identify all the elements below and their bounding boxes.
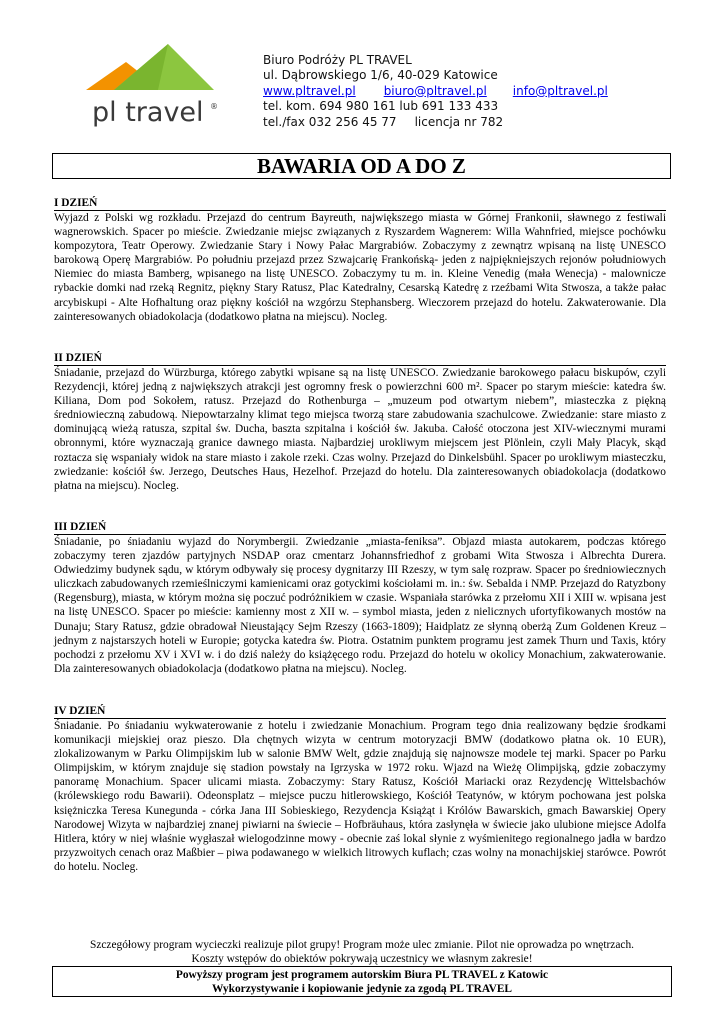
copyright-line-2: Wykorzystywanie i kopiowanie jedynie za zgodą PL TRAVEL [211,983,513,995]
day-title: I DZIEŃ [54,196,666,211]
phone-numbers: tel. kom. 694 980 161 lub 691 133 433 [263,99,499,114]
company-address: ul. Dąbrowskiego 1/6, 40-029 Katowice [263,68,498,83]
day-description: Wyjazd z Polski wg rozkładu. Przejazd do centrum Bayreuth, największego miasta w Górnej Frankonii, sławnego z festiwali wagnerowskich. Spacer po mieście. Zwiedzanie miejsc związanych z Ryszardem Wagnerem: Willa Wahnfried, miejsce pochówku kompozytora, Teatr Operowy. Zwiedzanie Stary i Nowy Pałac Margrabiów. Zobaczymy z zewnątrz wpisaną na listę UNESCO barokową Operę Margrabiów. Po południu przejazd przez Szwajcarię Frankońską- jeden z najpiękniejszych rejonów południowych Niemiec do miasta Bamberg, wpisanego na listę UNESCO. Zobaczymy tu m. in. Kleine Venedig (mała Wenecja) - malownicze rybackie domki nad rzeką Regnitz, piękny Stary Ratusz, Plac Katedralny, Cesarską Katedrę z rzeźbami Wita Stwosza, a także pałac arcybiskupi - Alte Hofhaltung oraz piękny kościół na wzgórzu Stephansberg. Wieczorem przejazd do hotelu. Zakwaterowanie. Dla zainteresowanych obiadokolacja (dodatkowo płatna na miejscu). Nocleg. [54,212,666,323]
contact-links [263,84,608,99]
day-section-2 [54,351,666,493]
day-description: Śniadanie, po śniadaniu wyjazd do Norymbergii. Zwiedzanie „miasta-feniksa”. Objazd miasta autokarem, podczas którego zobaczymy teren zjazdów partyjnych NSDAP oraz cmentarz Johannsfriedhof z grobami Wita Stwosza i Albrechta Durera. Odwiedzimy budynek sądu, w którym odbywały się procesy dygnitarzy III Rzeszy, w tym salę rozpraw. Spacer po średniowiecznych uliczkach zabudowanych rzemieślniczymi kamienicami oraz gotyckimi kościołami m. in.: św. Sebalda i NMP. Przejazd do Ratyzbony (Regensburg), miasta, w którym można się poczuć podróżnikiem w czasie. Wspaniała starówka z przełomu XII i XIII w. wpisana jest na listę UNESCO. Spacer po mieście: kamienny most z XII w. – symbol miasta, jeden z nielicznych ufortyfikowanych mostów na Dunaju; Stary Ratusz, gdzie obradował Nieustający Sejm Rzeszy (1663-1809); Haidplatz ze słynną oberżą Zum Goldenen Kreuz – jednym z najstarszych hoteli w Europie; gotycka katedra św. Piotra. Ostatnim punktem programu jest zamek Thurn und Taxis, który pochodzi z przełomu XV i XVI w. i do dziś należy do książęcego rodu. Przejazd do hotelu w okolicy Monachium, zakwaterowanie. Dla zainteresowanych obiadokolacja (dodatkowo płatna na miejscu). Nocleg. [54,536,666,675]
company-logo [86,42,216,132]
logo-registered-mark: ® [210,102,218,111]
copyright-box [52,966,672,997]
day-section-4 [54,704,666,874]
email-biuro-link[interactable]: biuro@pltravel.pl [383,83,487,98]
copyright-line-1: Powyższy program jest programem autorskim Biura PL TRAVEL z Katowic [175,969,549,981]
day-title: IV DZIEŃ [54,704,666,719]
email-info-link[interactable]: info@pltravel.pl [512,83,608,98]
footer-note-line-1: Szczegółowy program wycieczki realizuje pilot grupy! Program może ulec zmianie. Pilot nie oprowadza po wnętrzach. [89,939,635,951]
day-section-1 [54,196,666,324]
logo-text: pl travel [92,97,204,128]
day-title: II DZIEŃ [54,351,666,366]
footer-note-line-2: Koszty wstępów do obiektów pokrywają uczestnicy we własnym zakresie! [191,953,533,965]
fax-license-line [263,115,608,130]
fax-number: tel./fax 032 256 45 77 [263,114,397,129]
footer-note [52,938,672,966]
license-number: licencja nr 782 [414,114,504,129]
page-title: BAWARIA OD A DO Z [52,153,671,179]
website-link[interactable]: www.pltravel.pl [263,83,356,98]
day-description: Śniadanie. Po śniadaniu wykwaterowanie z hotelu i zwiedzanie Monachium. Program tego dnia realizowany będzie środkami komunikacji miejskiej oraz pieszo. Dla chętnych wizyta w centrum motoryzacji BMW (dodatkowo płatna ok. 10 EUR), zlokalizowanym w Parku Olimpijskim lub w salonie BMW Welt, gdzie znajdują się najnowsze modele tej marki. Spacer po Parku Olimpijskim, w którym znajduje się stadion powstały na Igrzyska w 1972 roku. Wjazd na Wieżę Olimpijską, gdzie zobaczymy panoramę Monachium. Spacer ulicami miasta. Zobaczymy: Stary Ratusz, Kościół Mariacki oraz Rezydencję Wittelsbachów (królewskiego rodu Bawarii). Odeonsplatz – miejsce puczu hitlerowskiego, Kościół Teatynów, w którym pochowana jest polska księżniczka Teresa Kunegunda - córka Jana III Sobieskiego, Rezydencja Książąt i Królów Bawarskich, gmach Bawarskiej Opery Narodowej Wizyta w najbardziej znanej piwiarni na świecie – Hofbräuhaus, która zasłynęła w świecie jako ulubione miejsce Adolfa Hitlera, który w niej właśnie wygłaszał wielogodzinne mowy - obecnie zaś lokal słynie z wyśmienitego regionalnego jadła w bardzo przyzwoitych cenach oraz Maßbier – piwa podawanego w wielkich litrowych kuflach; czas wolny na monachijskiej starówce. Powrót do hotelu. Nocleg. [54,720,666,873]
day-description: Śniadanie, przejazd do Würzburga, którego zabytki wpisane są na listę UNESCO. Zwiedzanie barokowego pałacu biskupów, czyli Rezydencji, której jedną z największych atrakcji jest ogromny fresk o powierzchni 600 m². Spacer po starym mieście: katedra św. Kiliana, Dom pod Sokołem, ratusz. Przejazd do Rothenburga – „muzeum pod otwartym niebem”, miasteczka z piękną średniowieczną zabudową. Niepowtarzalny klimat tego miejsca tworzą stare zabudowania szachulcowe. Zwiedzanie: stare miasto z dominującą wieżą ratusza, szpital św. Ducha, baszta szpitalna i kościół św. Jakuba. Całość otoczona jest XIV-wiecznymi murami obronnymi, które wyznaczają granice dawnego miasta. Najbardziej urokliwym miejscem jest Plönlein, czyli Mały Placyk, skąd roztacza się wspaniały widok na stare miasto i zakole rzeki. Czas wolny. Przejazd do Dinkelsbühl. Spacer po urokliwym miasteczku, zwiedzanie: kościół św. Jerzego, Deutsches Haus, Hezelhof. Przejazd do hotelu. Dla zainteresowanych obiadokolacja (dodatkowo płatna na miejscu). Nocleg. [54,367,666,492]
day-section-3 [54,520,666,676]
mountain-logo-icon [86,42,216,102]
company-name: Biuro Podróży PL TRAVEL [263,53,412,67]
contact-block [263,53,608,130]
day-title: III DZIEŃ [54,520,666,535]
